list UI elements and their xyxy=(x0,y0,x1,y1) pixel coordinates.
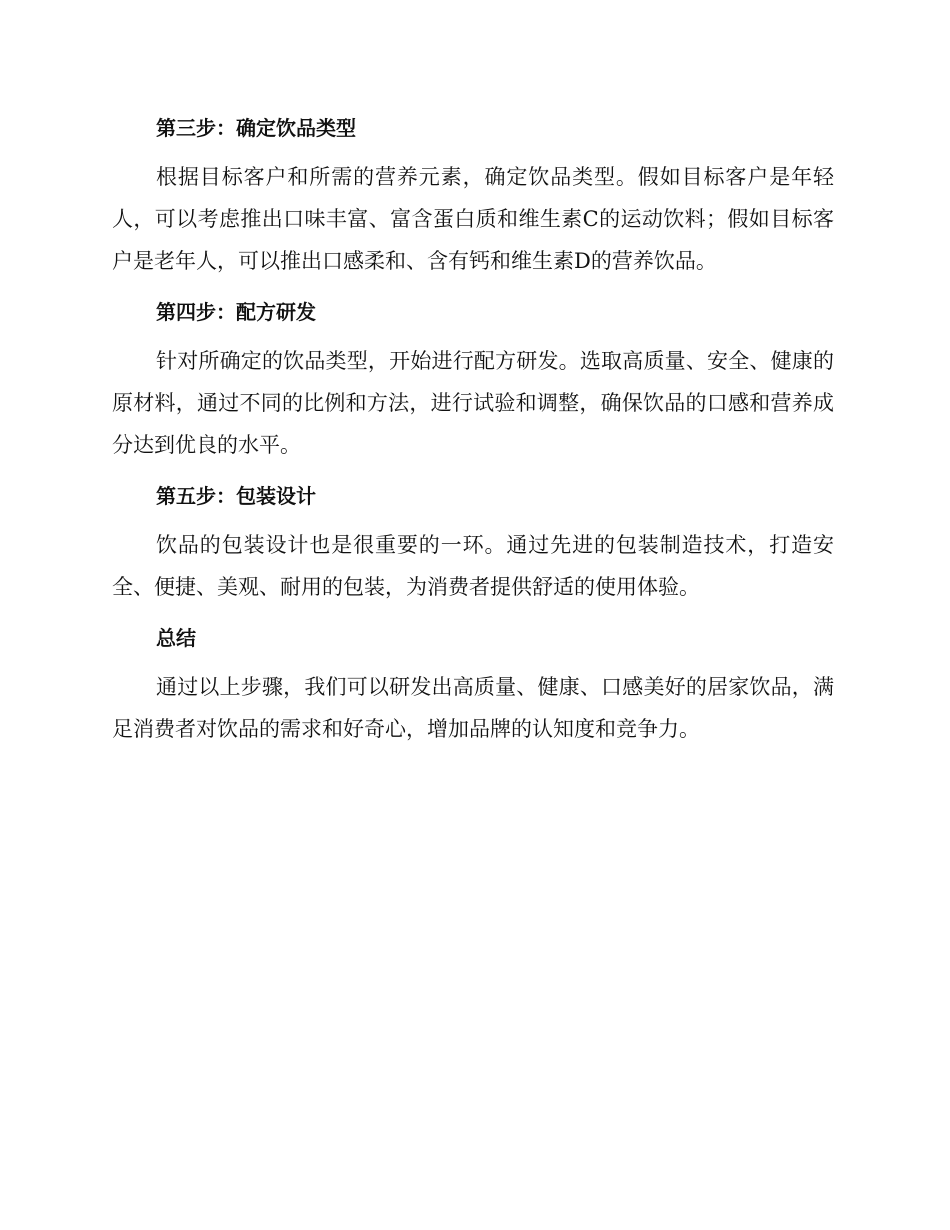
section-heading: 第三步：确定饮品类型 xyxy=(156,116,356,140)
section-step-3 xyxy=(112,108,834,282)
section-paragraph: 根据目标客户和所需的营养元素，确定饮品类型。假如目标客户是年轻人，可以考虑推出口味丰富、富含蛋白质和维生素C的运动饮料；假如目标客户是老年人，可以推出口感柔和、含有钙和维生素D的营养饮品。 xyxy=(112,165,834,273)
section-step-5 xyxy=(112,476,834,608)
section-heading: 第四步：配方研发 xyxy=(156,300,316,324)
section-paragraph: 饮品的包装设计也是很重要的一环。通过先进的包装制造技术，打造安全、便捷、美观、耐用的包装，为消费者提供舒适的使用体验。 xyxy=(112,533,834,599)
section-paragraph: 通过以上步骤，我们可以研发出高质量、健康、口感美好的居家饮品，满足消费者对饮品的需求和好奇心，增加品牌的认知度和竞争力。 xyxy=(112,675,834,741)
document-page xyxy=(112,108,834,760)
section-heading: 总结 xyxy=(156,626,196,650)
section-paragraph: 针对所确定的饮品类型，开始进行配方研发。选取高质量、安全、健康的原材料，通过不同的比例和方法，进行试验和调整，确保饮品的口感和营养成分达到优良的水平。 xyxy=(112,349,834,457)
section-summary xyxy=(112,618,834,750)
section-heading: 第五步：包装设计 xyxy=(156,484,316,508)
section-step-4 xyxy=(112,292,834,466)
